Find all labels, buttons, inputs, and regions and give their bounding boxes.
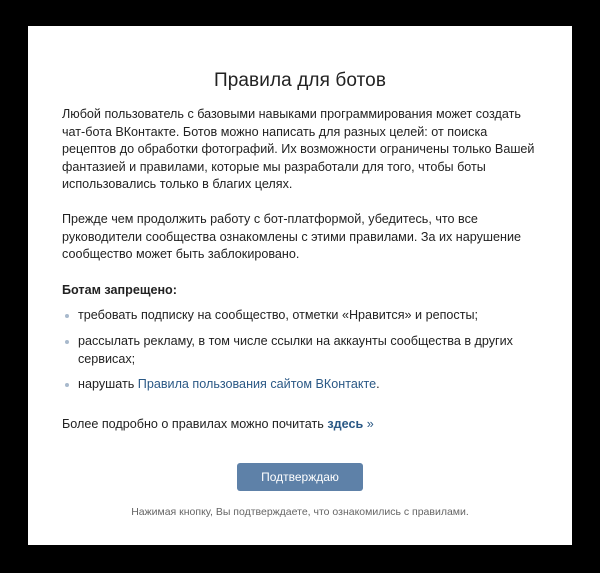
dialog-content [62,106,542,433]
bullet-icon [65,383,69,387]
rule-text: требовать подписку на сообщество, отметки «Нравится» и репосты; [78,308,479,323]
bot-rules-dialog [28,26,572,545]
rule-text: нарушать [78,377,138,392]
rule-suffix: . [376,377,380,392]
intro-paragraph: Любой пользователь с базовыми навыками программирования может создать чат-бота ВКонтакте. Ботов можно написать для разных целей: от поиска рецептов до обработки фотографий. Их возможности ограничены только Вашей фантазией и правилами, которые мы разработали для того, чтобы боты использовались только в благих целях. [62,107,535,192]
terms-of-use-link[interactable]: Правила пользования сайтом ВКонтакте [137,377,377,392]
bullet-icon [65,314,69,318]
chevron-right-icon: » [366,416,374,431]
list-item [62,333,542,368]
more-info-link[interactable]: здесь [327,416,364,431]
rule-text: рассылать рекламу, в том числе ссылки на аккаунты сообщества в других сервисах; [78,333,513,366]
list-item [62,376,542,394]
more-info-text [62,416,542,434]
warning-paragraph: Прежде чем продолжить работу с бот-платформой, убедитесь, что все руководители сообщества ознакомлены с этими правилами. За их нарушение сообщество может быть заблокировано. [62,211,522,262]
dialog-title: Правила для ботов [213,70,387,91]
list-item [62,307,542,325]
more-info-label: Более подробно о правилах можно почитать [62,416,328,431]
confirm-button[interactable]: Подтверждаю [237,463,363,491]
confirmation-footnote: Нажимая кнопку, Вы подтверждаете, что ознакомились с правилами. [131,506,469,518]
bullet-icon [65,340,69,344]
forbidden-heading: Ботам запрещено: [62,282,177,297]
forbidden-rules-list [62,307,542,393]
